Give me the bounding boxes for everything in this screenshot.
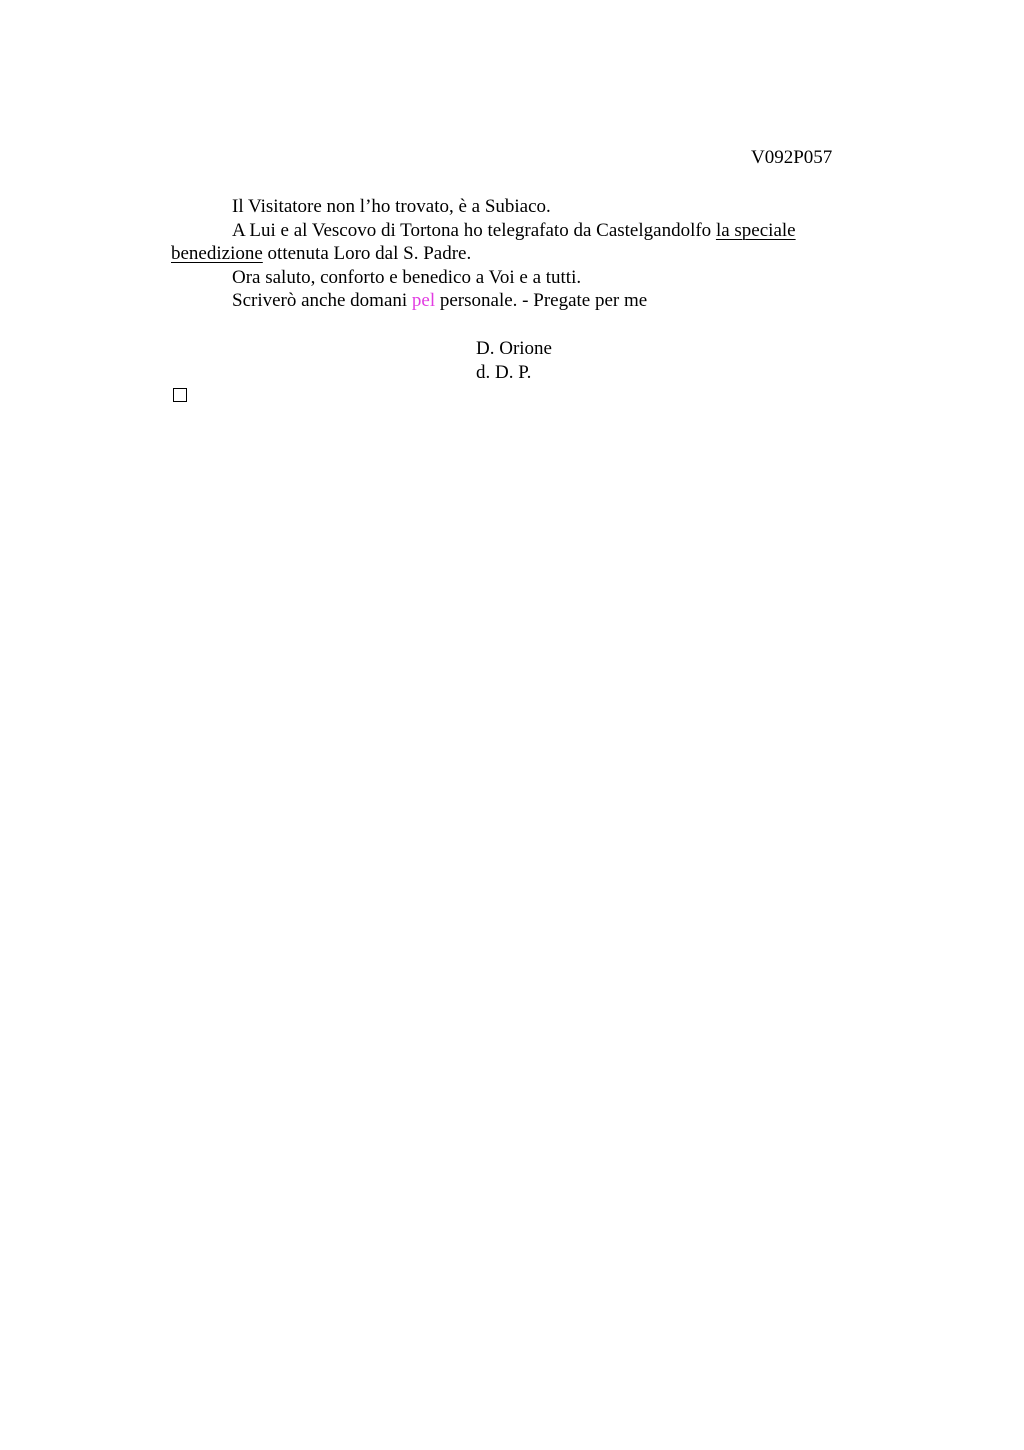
paragraph: Ora saluto, conforto e benedico a Voi e a tutti. xyxy=(232,266,582,288)
highlighted-text: pel xyxy=(411,290,436,311)
paragraph xyxy=(171,289,861,313)
paragraph-text: A Lui e al Vescovo di Tortona ho telegrafato da Castelgandolfo xyxy=(232,219,716,241)
paragraph: Il Visitatore non l’ho trovato, è a Subiaco. xyxy=(232,196,551,217)
signature-initials: d. D. P. xyxy=(476,362,532,383)
paragraph xyxy=(171,219,861,266)
underlined-text: la speciale benedizione xyxy=(171,219,796,264)
page-id: V092P057 xyxy=(751,147,833,168)
paragraph-text: Scriverò anche domani xyxy=(232,290,412,311)
paragraph-text: ottenuta Loro dal S. Padre. xyxy=(262,243,472,264)
checkbox-square-icon xyxy=(173,388,187,402)
signature-name: D. Orione xyxy=(476,338,552,359)
paragraph-text: personale. - Pregate per me xyxy=(435,290,648,311)
signature xyxy=(476,337,552,385)
letter-body xyxy=(171,195,861,313)
